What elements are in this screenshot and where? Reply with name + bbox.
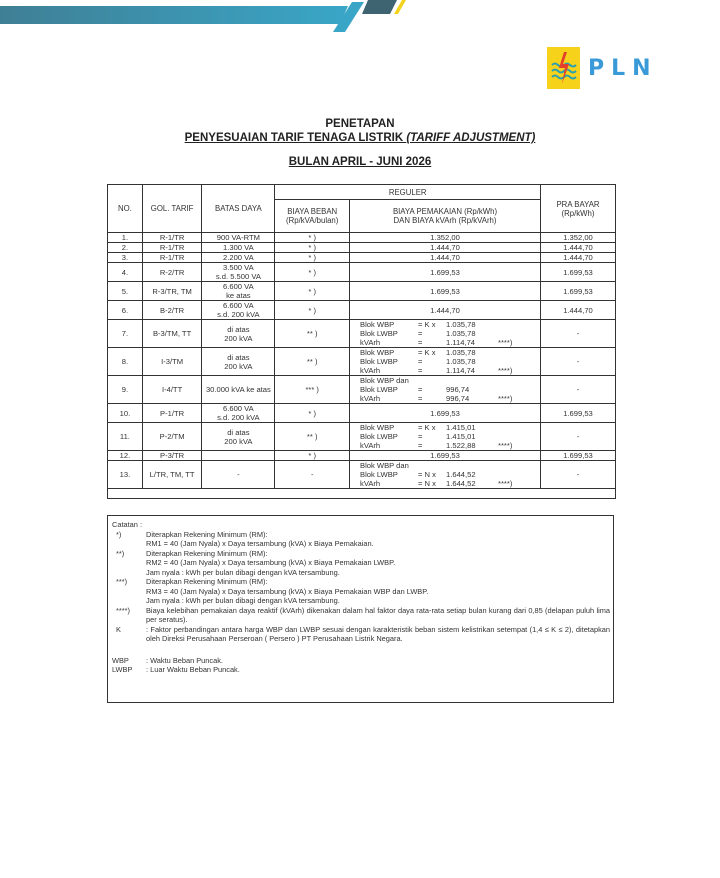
cell-gol-tarif: R-1/TR [142,253,202,263]
batas-daya-line: 1.300 VA [223,243,254,252]
pln-logo-icon [547,47,580,89]
note-key: ****) [116,605,130,615]
note-key: K [116,624,121,634]
cell-pra-bayar: - [541,461,616,489]
note-text [146,530,613,549]
blok-label: Blok WBP dan [360,376,409,385]
blok-value: 1.035,78 [446,357,476,366]
table-blank-row [108,489,616,499]
batas-daya-line: 3.500 VA [223,263,254,272]
table-row [108,263,616,282]
blok-label: Blok WBP [360,320,395,329]
cell-batas-daya [202,376,275,404]
table-row [108,282,616,301]
cell-biaya-pemakaian-blok [350,348,541,376]
batas-daya-line: di atas [227,352,250,362]
cell-gol-tarif: P-2/TM [142,423,202,451]
cell-pra-bayar: 1.699,53 [541,451,616,461]
header-no: NO. [108,185,143,233]
table-row [108,243,616,253]
cell-gol-tarif: I-4/TT [142,376,202,404]
blok-operator: = K x [418,320,436,329]
cell-biaya-pemakaian-blok [350,320,541,348]
batas-daya-line: 2.200 VA [223,253,254,262]
blok-value: 996,74 [446,394,470,403]
cell-gol-tarif: B-3/TM, TT [142,320,202,348]
batas-daya-line: s.d. 200 kVA [217,413,260,422]
table-row [108,253,616,263]
tariff-table-body [108,233,616,489]
note-text [146,577,613,606]
cell-biaya-beban: *** ) [275,376,350,404]
abbreviation-list [112,656,613,675]
blok-label: Blok LWBP [360,357,398,366]
cell-biaya-beban: * ) [275,301,350,320]
cell-batas-daya [202,348,275,376]
cell-pra-bayar: - [541,320,616,348]
batas-daya-line: 30.000 kVA ke atas [205,385,271,394]
cell-biaya-pemakaian-blok [350,376,541,404]
cell-biaya-beban: * ) [275,243,350,253]
cell-no: 2. [108,243,143,253]
abbreviation-value: : Luar Waktu Beban Puncak. [146,665,240,674]
header-banner [0,0,720,40]
header-reguler: REGULER [275,185,541,200]
blok-value: 996,74 [446,385,470,394]
abbreviation-key: WBP [112,655,129,665]
blok-label: Blok LWBP [360,385,398,394]
blok-operator [418,461,446,470]
batas-daya-line: 6.600 VA [223,404,254,413]
blok-label: kVArh [360,479,381,488]
blok-value: 1.035,78 [446,348,476,357]
table-row [108,320,616,348]
cell-pra-bayar: - [541,348,616,376]
blok-label: Blok WBP [360,348,395,357]
note-line: RM3 = 40 (Jam Nyala) x Daya tersambung (kVA) x Biaya Pemakaian WBP dan LWBP. [146,586,429,596]
blok-value: 1.415,01 [446,423,476,432]
title-penyesuaian: PENYESUAIAN TARIF TENAGA LISTRIK (TARIFF ADJUSTMENT) [184,132,536,144]
note-item [112,530,613,549]
blok-label: Blok LWBP [360,329,398,338]
batas-daya-line: 900 VA-RTM [216,233,260,242]
note-line: Biaya kelebihan pemakaian daya reaktif (kVArh) dikenakan dalam hal faktor daya rata-rata setiap bulan kurang dari 0,85 (delapan puluh lima per seratus). [146,605,610,624]
cell-batas-daya [202,404,275,423]
blok-label: kVArh [360,441,381,450]
note-key: **) [116,548,125,558]
cell-no: 5. [108,282,143,301]
tariff-table [107,184,616,499]
blok-operator: = [418,329,423,338]
note-item [112,549,613,578]
blok-note: ****) [498,366,513,375]
cell-gol-tarif: R-1/TR [142,243,202,253]
blok-operator: = [418,357,423,366]
cell-pra-bayar: 1.699,53 [541,282,616,301]
cell-batas-daya [202,282,275,301]
cell-biaya-pemakaian: 1.699,53 [350,282,541,301]
blok-note [498,432,538,441]
blok-label: Blok WBP dan [360,461,409,470]
blok-label: kVArh [360,338,381,347]
blok-tariff-grid [352,348,538,375]
cell-pra-bayar: 1.444,70 [541,243,616,253]
blok-operator: = [418,366,423,375]
note-line: RM2 = 40 (Jam Nyala) x Daya tersambung (kVA) x Biaya Pemakaian LWBP. [146,558,396,567]
cell-batas-daya [202,451,275,461]
note-text [146,606,613,625]
header-biaya-beban: BIAYA BEBAN (Rp/kVA/bulan) [275,200,350,233]
blok-note: ****) [498,441,513,450]
cell-batas-daya [202,263,275,282]
blok-tariff-grid [352,376,538,403]
cell-batas-daya [202,243,275,253]
batas-daya-line: di atas [227,427,250,437]
batas-daya-line: 200 kVA [224,436,253,446]
batas-daya-line: di atas [227,324,250,334]
table-row [108,301,616,320]
cell-gol-tarif: R-2/TR [142,263,202,282]
blok-value [446,376,498,385]
header-gol-tarif: GOL. TARIF [142,185,202,233]
blok-note [498,470,538,479]
batas-daya-line: s.d. 5.500 VA [215,272,261,281]
blok-note [498,329,538,338]
cell-biaya-pemakaian: 1.699,53 [350,404,541,423]
cell-batas-daya [202,423,275,451]
blok-note: ****) [498,338,513,347]
cell-pra-bayar: 1.699,53 [541,404,616,423]
notes-heading: Catatan : [112,520,142,529]
cell-no: 6. [108,301,143,320]
cell-no: 1. [108,233,143,243]
cell-pra-bayar: 1.699,53 [541,263,616,282]
cell-biaya-pemakaian-blok [350,461,541,489]
blok-operator: = N x [418,470,436,479]
cell-batas-daya [202,461,275,489]
cell-batas-daya [202,301,275,320]
blok-note [498,320,538,329]
blok-note [498,357,538,366]
cell-biaya-beban: * ) [275,282,350,301]
abbreviation-key: LWBP [112,665,133,674]
cell-no: 9. [108,376,143,404]
cell-no: 3. [108,253,143,263]
cell-pra-bayar: - [541,376,616,404]
header-biaya-pemakaian: BIAYA PEMAKAIAN (Rp/kWh) DAN BIAYA kVArh (Rp/kVArh) [350,200,541,233]
cell-no: 10. [108,404,143,423]
batas-daya-line: 6.600 VA [223,301,254,310]
note-line: Diterapkan Rekening Minimum (RM): [146,529,268,539]
batas-daya-line: 200 kVA [224,361,253,371]
batas-daya-line: 200 kVA [224,333,253,343]
batas-daya-line: s.d. 200 kVA [217,310,260,319]
blok-label: kVArh [360,366,381,375]
cell-biaya-beban: * ) [275,404,350,423]
cell-no: 13. [108,461,143,489]
cell-no: 11. [108,423,143,451]
blok-value: 1.114,74 [446,366,476,375]
table-row [108,451,616,461]
cell-gol-tarif: R-3/TR, TM [142,282,202,301]
cell-biaya-beban: ** ) [275,320,350,348]
blok-operator: = [418,338,423,347]
blok-tariff-grid [352,423,538,450]
cell-gol-tarif: R-1/TR [142,233,202,243]
pln-logo [547,47,658,89]
blok-value [446,461,498,470]
note-text [146,625,613,644]
blok-label: Blok WBP [360,423,395,432]
abbreviation-item [112,656,613,666]
cell-no: 8. [108,348,143,376]
cell-no: 4. [108,263,143,282]
table-row [108,348,616,376]
blok-value: 1.644,52 [446,479,476,488]
cell-biaya-pemakaian: 1.699,53 [350,263,541,282]
blok-operator: = K x [418,348,436,357]
blok-note: ****) [498,394,513,403]
cell-pra-bayar: - [541,423,616,451]
cell-gol-tarif: I-3/TM [142,348,202,376]
note-line: Jam nyala : kWh per bulan dibagi dengan kVA tersambung. [146,567,340,577]
cell-biaya-pemakaian: 1.699,53 [350,451,541,461]
batas-daya-line: - [237,470,240,479]
blok-tariff-grid [352,320,538,347]
blok-value: 1.114,74 [446,338,476,347]
blok-label: Blok LWBP [360,470,398,479]
cell-biaya-pemakaian-blok [350,423,541,451]
blok-operator: = [418,432,423,441]
header-batas-daya: BATAS DAYA [202,185,275,233]
batas-daya-line: 6.600 VA [223,282,254,291]
blok-note: ****) [498,479,513,488]
blok-label: kVArh [360,394,381,403]
blok-note [498,461,538,470]
blok-label: Blok LWBP [360,432,398,441]
table-row [108,423,616,451]
cell-no: 7. [108,320,143,348]
cell-biaya-beban: * ) [275,451,350,461]
cell-pra-bayar: 1.444,70 [541,301,616,320]
cell-pra-bayar: 1.444,70 [541,253,616,263]
blok-note [498,423,538,432]
blok-operator: = N x [418,479,436,488]
blok-note [498,385,538,394]
cell-gol-tarif: L/TR, TM, TT [142,461,202,489]
cell-biaya-pemakaian: 1.444,70 [350,243,541,253]
blok-value: 1.644,52 [446,470,476,479]
note-line: Jam nyala : kWh per bulan dibagi dengan kVA tersambung. [146,596,340,605]
blok-value: 1.035,78 [446,320,476,329]
cell-no: 12. [108,451,143,461]
cell-biaya-beban: * ) [275,263,350,282]
blok-tariff-grid [352,461,538,488]
blok-value: 1.035,78 [446,329,476,338]
table-row [108,233,616,243]
note-item [112,606,613,625]
pln-logo-text: PLN [588,55,658,81]
cell-gol-tarif: B-2/TR [142,301,202,320]
table-row [108,461,616,489]
note-item [112,625,613,644]
document-title [0,118,720,169]
banner-stripe-teal [0,6,348,24]
cell-biaya-beban: - [275,461,350,489]
banner-stripe-dark [362,0,397,14]
notes-list [112,530,613,644]
blok-operator: = [418,385,423,394]
table-row [108,404,616,423]
blok-operator [418,376,446,385]
cell-batas-daya [202,253,275,263]
blok-value: 1.522,88 [446,441,476,450]
cell-biaya-pemakaian: 1.444,70 [350,301,541,320]
blok-value: 1.415,01 [446,432,476,441]
header-pra-bayar: PRA BAYAR (Rp/kWh) [541,185,616,233]
table-row [108,376,616,404]
batas-daya-line: ke atas [226,291,251,300]
cell-biaya-pemakaian: 1.444,70 [350,253,541,263]
note-item [112,577,613,606]
cell-batas-daya [202,233,275,243]
blok-note [498,376,538,385]
note-line: Diterapkan Rekening Minimum (RM): [146,548,268,558]
notes-section [107,515,614,703]
cell-gol-tarif: P-1/TR [142,404,202,423]
blok-note [498,348,538,357]
cell-pra-bayar: 1.352,00 [541,233,616,243]
cell-biaya-beban: * ) [275,233,350,243]
abbreviation-item [112,665,613,675]
cell-batas-daya [202,320,275,348]
title-period: BULAN APRIL - JUNI 2026 [288,156,432,168]
cell-gol-tarif: P-3/TR [142,451,202,461]
cell-biaya-pemakaian: 1.352,00 [350,233,541,243]
note-key: ***) [116,577,128,586]
blok-operator: = K x [418,423,436,432]
abbreviation-value: : Waktu Beban Puncak. [146,655,223,665]
note-line: : Faktor perbandingan antara harga WBP dan LWBP sesuai dengan karakteristik beban sistem kelistrikan setempat (1,4 ≤ K ≤ 2), ditetapkan oleh Direksi Perusahaan Perseroan ( Persero ) PT Perusahaan Listrik Negara. [146,624,610,643]
note-text [146,549,613,578]
title-penetapan: PENETAPAN [325,118,395,130]
cell-biaya-beban: ** ) [275,348,350,376]
cell-biaya-beban: ** ) [275,423,350,451]
blok-operator: = [418,394,423,403]
note-key: *) [116,529,122,539]
blok-operator: = [418,441,423,450]
note-line: RM1 = 40 (Jam Nyala) x Daya tersambung (kVA) x Biaya Pemakaian. [146,539,374,548]
cell-biaya-beban: * ) [275,253,350,263]
note-line: Diterapkan Rekening Minimum (RM): [146,577,268,586]
